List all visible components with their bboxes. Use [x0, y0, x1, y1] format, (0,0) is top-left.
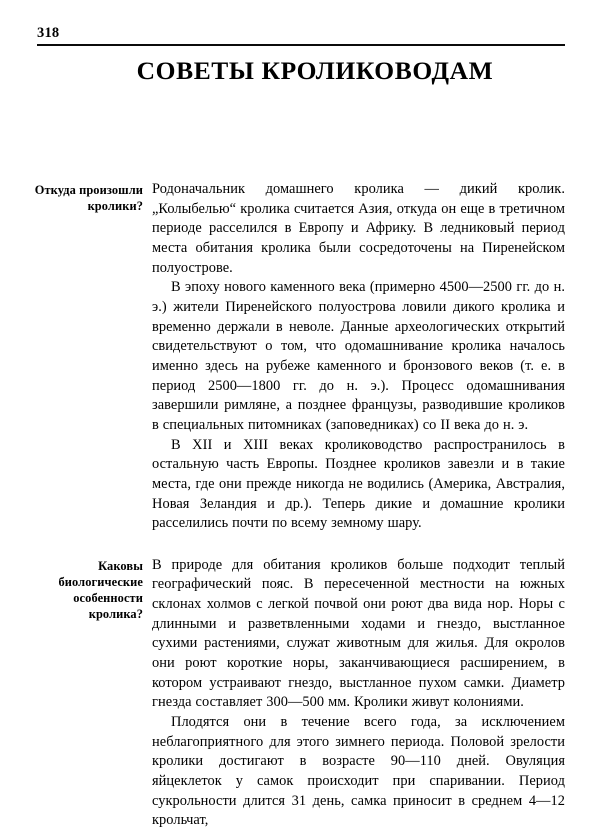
header-rule [37, 44, 565, 46]
page-number: 318 [37, 25, 60, 41]
page-header [37, 26, 565, 46]
section-origin [0, 180, 600, 534]
paragraph: В XII и XIII веках кролиководство распространилось в остальную часть Европы. Позднее кроликов завезли и в такие места, где они прежде никогда не водились (Америка, Австралия, Новая Зеландия и др.). Теперь дикие и домашние кролики расселились почти по всему земному шару. [152, 436, 565, 532]
page-title: СОВЕТЫ КРОЛИКОВОДАМ [136, 56, 494, 85]
body-column-biology [152, 556, 565, 831]
body-column-origin [152, 180, 565, 534]
marginal-note-biology: Каковы биологические особенности кролика? [58, 558, 143, 622]
page-body [0, 180, 600, 831]
paragraph: В эпоху нового каменного века (примерно 4500—2500 гг. до н. э.) жители Пиренейского полуострова ловили дикого кролика и временно держали в неволе. Данные археологических открытий свидетельствуют о том, что одомашнивание кролика началось именно здесь на рубеже каменного и бронзового веков (т. е. в период 2500—1800 гг. до н. э.). Процесс одомашнивания завершили римляне, а позднее французы, разводившие кроликов в специальных питомниках (заповедниках) со II века до н. э. [152, 279, 565, 433]
paragraph: Плодятся они в течение всего года, за исключением неблагоприятного для этого зимнего периода. Половой зрелости кролики достигают в возрасте 90—110 дней. Овуляция яйцеклеток у самок происходит при спаривании. Период сукрольности длится 31 день, самка приносит в среднем 4—12 крольчат, [152, 714, 565, 829]
paragraph: Родоначальник домашнего кролика — дикий кролик. „Колыбелью“ кролика считается Азия, откуда он еще в третичном периоде расселился в Европу и Африку. В ледниковый период места обитания кролика были сосредоточены на Пиренейском полуострове. [152, 181, 565, 276]
section-biology [0, 556, 600, 831]
paragraph: В природе для обитания кроликов больше подходит теплый географический пояс. В пересеченной местности на южных склонах холмов с легкой почвой они роют два вида нор. Норы с длинными и разветвленными ходами и гнездо, выстланное сухими растениями, служат животным для жилья. Для окролов они роют короткие норы, заканчивающиеся расширением, в котором устраивают гнездо, выстланное пухом самки. Диаметр гнезда составляет 300—500 мм. Кролики живут колониями. [152, 556, 565, 711]
marginal-note-origin: Откуда произошли кролики? [34, 183, 143, 214]
